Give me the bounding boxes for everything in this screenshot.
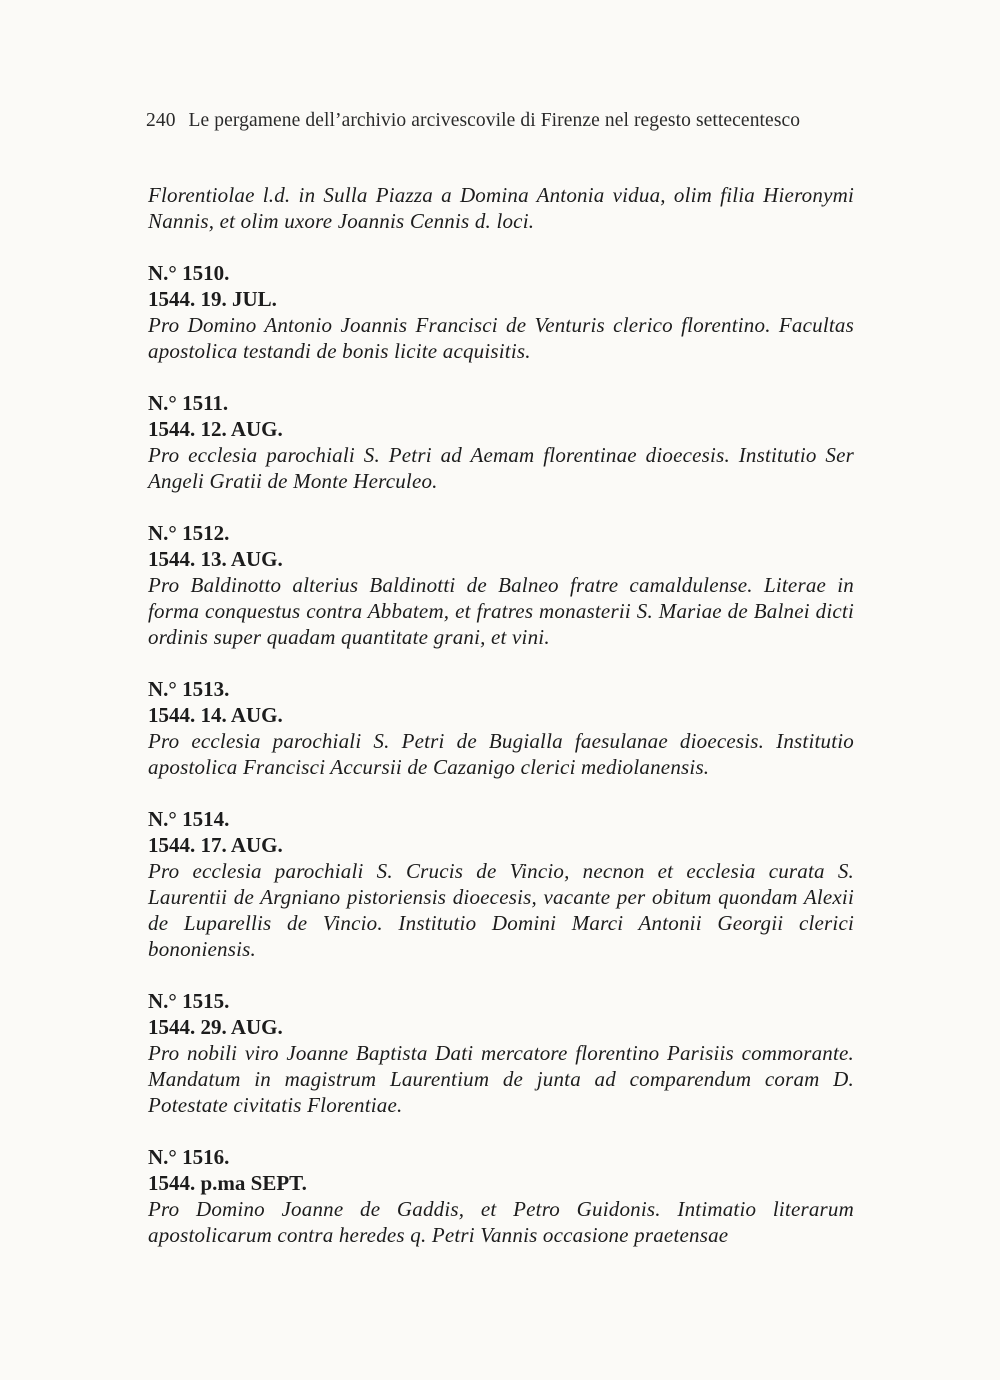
entry-date: 1544. p.ma SEPT. (148, 1171, 307, 1195)
entry-date: 1544. 14. AUG. (148, 703, 283, 727)
continuation-paragraph (148, 182, 854, 234)
entry-date: 1544. 17. AUG. (148, 833, 283, 857)
entry-number: N.° 1513. (148, 677, 230, 701)
entry-1514 (148, 806, 854, 962)
entry-1513 (148, 676, 854, 780)
entry-date: 1544. 13. AUG. (148, 547, 283, 571)
entry-text: Pro ecclesia parochiali S. Petri ad Aemam florentinae dioecesis. Institutio Ser Angeli Gratii de Monte Herculeo. (148, 443, 854, 493)
entry-1512 (148, 520, 854, 650)
entry-text: Pro nobili viro Joanne Baptista Dati mercatore florentino Parisiis commorante. Mandatum in magistrum Laurentium de junta ad comparendum coram D. Potestate civitatis Florentiae. (148, 1041, 854, 1117)
entry-text: Pro Domino Antonio Joannis Francisci de Venturis clerico florentino. Facultas apostolica testandi de bonis licite acquisitis. (148, 313, 854, 363)
entry-1516 (148, 1144, 854, 1248)
entry-1510 (148, 260, 854, 364)
entry-text: Pro ecclesia parochiali S. Petri de Bugialla faesulanae dioecesis. Institutio apostolica Francisci Accursii de Cazanigo clerici mediolanensis. (148, 729, 854, 779)
entry-text: Pro Baldinotto alterius Baldinotti de Balneo fratre camaldulense. Literae in forma conquestus contra Abbatem, et fratres monasterii S. Mariae de Balnei dicti ordinis super quadam quantitate grani, et vini. (148, 573, 854, 649)
entry-text: Pro ecclesia parochiali S. Crucis de Vincio, necnon et ecclesia curata S. Laurentii de Argniano pistoriensis dioecesis, vacante per obitum quondam Alexii de Luparellis de Vincio. Institutio Domini Marci Antonii Georgii clerici bononiensis. (148, 859, 854, 961)
entry-date: 1544. 19. JUL. (148, 287, 277, 311)
running-title: Le pergamene dell’archivio arcivescovile di Firenze nel regesto settecentesco (188, 110, 801, 131)
entry-date: 1544. 12. AUG. (148, 417, 283, 441)
entry-text: Pro Domino Joanne de Gaddis, et Petro Guidonis. Intimatio literarum apostolicarum contra heredes q. Petri Vannis occasione praetensae (148, 1197, 854, 1247)
entry-number: N.° 1516. (148, 1145, 230, 1169)
entry-1515 (148, 988, 854, 1118)
running-header (146, 110, 800, 132)
entry-number: N.° 1512. (148, 521, 230, 545)
page-number: 240 (146, 110, 176, 131)
entry-date: 1544. 29. AUG. (148, 1015, 283, 1039)
entry-number: N.° 1514. (148, 807, 230, 831)
entry-number: N.° 1511. (148, 391, 229, 415)
continuation-text: Florentiolae l.d. in Sulla Piazza a Domina Antonia vidua, olim filia Hieronymi Nannis, et olim uxore Joannis Cennis d. loci. (148, 183, 854, 233)
entry-1511 (148, 390, 854, 494)
entry-number: N.° 1515. (148, 989, 230, 1013)
entry-number: N.° 1510. (148, 261, 230, 285)
